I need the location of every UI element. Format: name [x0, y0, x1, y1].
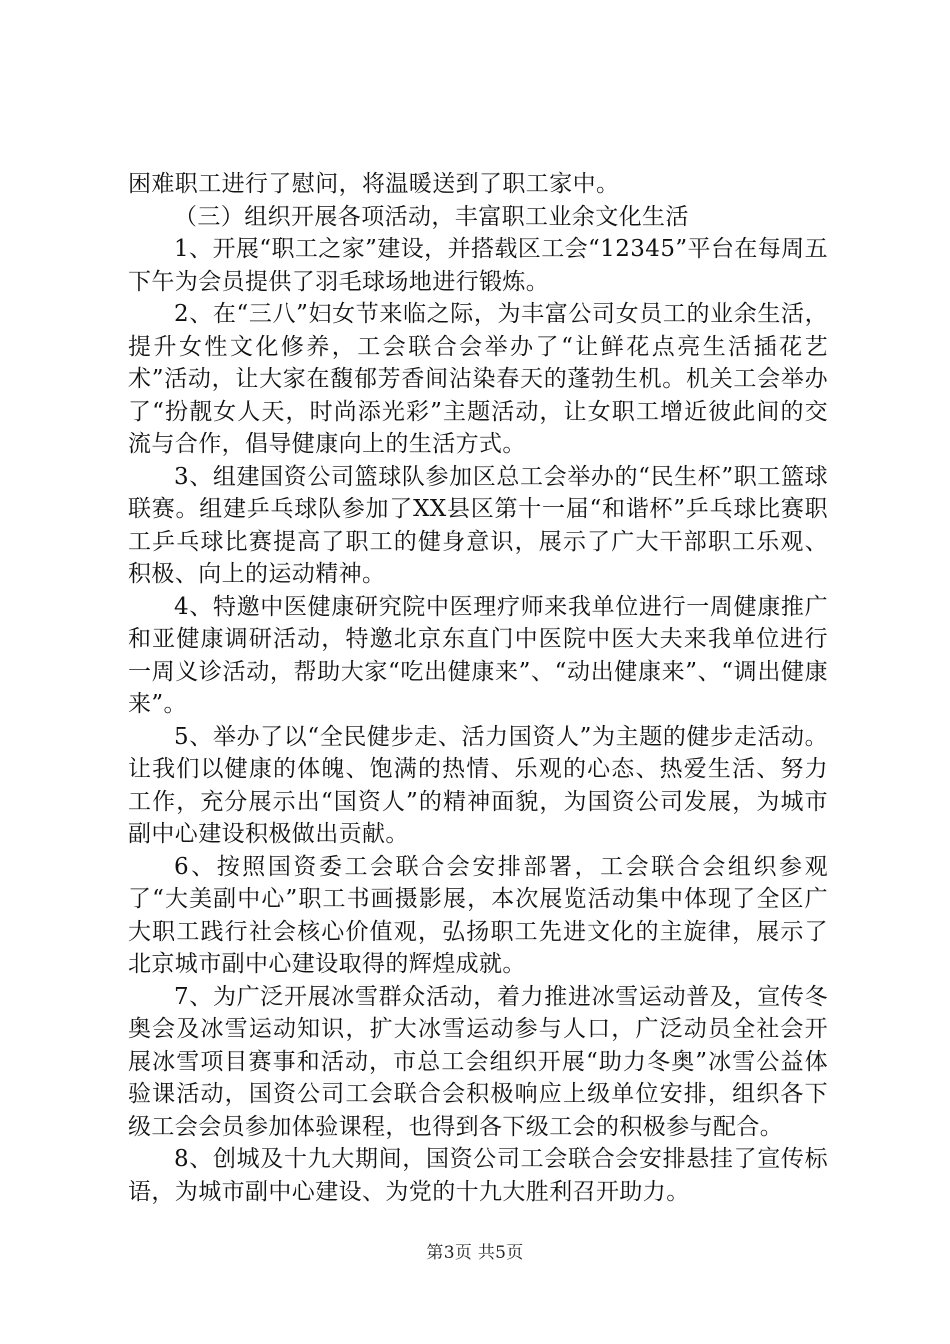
paragraph-item-4: 4、特邀中医健康研究院中医理疗师来我单位进行一周健康推广和亚健康调研活动，特邀北京东直门中医院中医大夫来我单位进行一周义诊活动，帮助大家“吃出健康来”、“动出健康来”、“调出健康来”。	[128, 593, 828, 717]
paragraph-item-6: 6、按照国资委工会联合会安排部署，工会联合会组织参观了“大美副中心”职工书画摄影展，本次展览活动集中体现了全区广大职工践行社会核心价值观，弘扬职工先进文化的主旋律，展示了北京城市副中心建设取得的辉煌成就。	[128, 853, 828, 977]
paragraph-item-8: 8、创城及十九大期间，国资公司工会联合会安排悬挂了宣传标语，为城市副中心建设、为党的十九大胜利召开助力。	[128, 1146, 828, 1205]
document-body	[128, 168, 828, 1208]
paragraph-item-7: 7、为广泛开展冰雪群众活动，着力推进冰雪运动普及，宣传冬奥会及冰雪运动知识，扩大冰雪运动参与人口，广泛动员全社会开展冰雪项目赛事和活动，市总工会组织开展“助力冬奥”冰雪公益体验课活动，国资公司工会联合会积极响应上级单位安排，组织各下级工会会员参加体验课程，也得到各下级工会的积极参与配合。	[128, 983, 828, 1140]
paragraph-item-3: 3、组建国资公司篮球队参加区总工会举办的“民生杯”职工篮球联赛。组建乒乓球队参加了XX县区第十一届“和谐杯”乒乓球比赛职工乒乓球比赛提高了职工的健身意识，展示了广大干部职工乐观、积极、向上的运动精神。	[128, 463, 828, 587]
section-heading: （三）组织开展各项活动，丰富职工业余文化生活	[174, 203, 689, 230]
paragraph-continuation: 困难职工进行了慰问，将温暖送到了职工家中。	[128, 171, 620, 197]
paragraph-item-5: 5、举办了以“全民健步走、活力国资人”为主题的健步走活动。让我们以健康的体魄、饱满的热情、乐观的心态、热爱生活、努力工作，充分展示出“国资人”的精神面貌，为国资公司发展，为城市副中心建设积极做出贡献。	[128, 723, 828, 847]
paragraph-item-2: 2、在“三八”妇女节来临之际，为丰富公司女员工的业余生活，提升女性文化修养，工会联合会举办了“让鲜花点亮生活插花艺术”活动，让大家在馥郁芳香间沾染春天的蓬勃生机。机关工会举办了“扮靓女人天，时尚添光彩”主题活动，让女职工增近彼此间的交流与合作，倡导健康向上的生活方式。	[128, 301, 828, 457]
page-footer: 第3页 共5页	[426, 1243, 524, 1263]
paragraph-item-1: 1、开展“职工之家”建设，并搭载区工会“12345”平台在每周五下午为会员提供了羽毛球场地进行锻炼。	[128, 236, 828, 295]
